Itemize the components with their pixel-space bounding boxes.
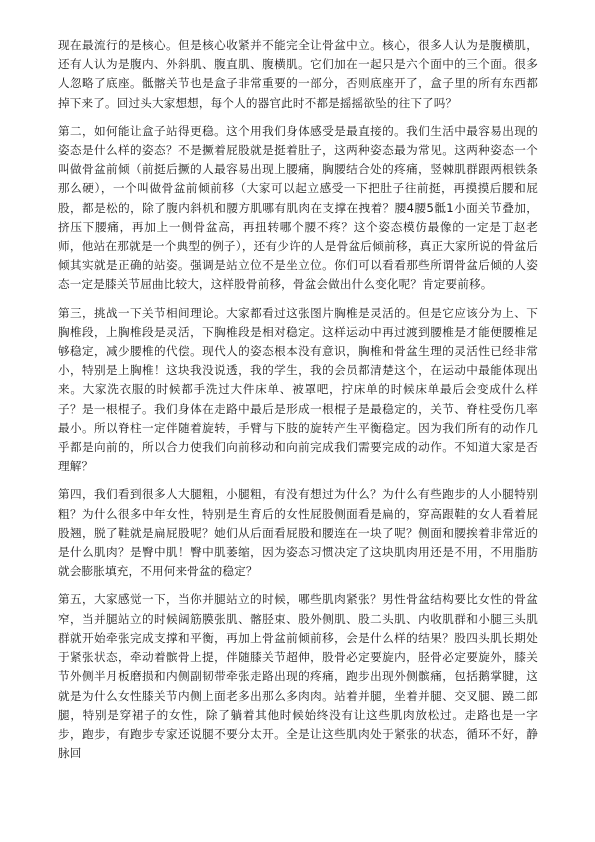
paragraph-second-posture: 第二，如何能让盒子站得更稳。这个用我们身体感受是最直接的。我们生活中最容易出现的姿态是什么样的姿态？不是撅着屁股就是挺着肚子，这两种姿态最为常见。这两种姿态一个叫做骨盆前倾（前挺后撅的人最容易出现上腰痛，胸腰结合处的疼痛，竖棘肌群跟两根铁条那么硬），一个叫做骨盆前倾前移（大家可以起立感受一下把肚子往前挺，再摸摸后腰和屁股，都是松的，除了腹内斜机和腰方肌哪有肌肉在支撑在拽着？腰4腰5骶1小面关节叠加，挤压下腰痛，再加上一侧骨盆高，再扭转哪个腰不疼？这个姿态模仿最像的一定是丁赵老师，他站在那就是一个典型的例子），还有少许的人是骨盆后倾前移，真正大家所说的骨盆后倾其实就是正确的站姿。强调是站立位不是坐立位。你们可以看看那些所谓骨盆后倾的人姿态一定是膝关节屈曲比较大，这样股骨前移，骨盆会做出什么变化呢？肯定要前移。: [58, 123, 538, 292]
paragraph-third-joint-theory: 第三，挑战一下关节相间理论。大家都看过这张图片胸椎是灵活的。但是它应该分为上、下胸椎段，上胸椎段是灵活，下胸椎段是相对稳定。这样运动中再过渡到腰椎是才能便腰椎足够稳定，减少腰椎的代偿。现代人的姿态根本没有意识，胸椎和骨盆生理的灵活性已经非常小，特别是上胸椎！这块我没说透，我的学生，我的会员都清楚这个，在运动中最能体现出来。大家洗衣服的时候都手洗过大件床单、被罩吧，拧床单的时候床单最后会变成什么样子？是一根棍子。我们身体在走路中最后是形成一根棍子是最稳定的，关节、脊柱受伤几率最小。所以脊柱一定伴随着旋转，手臂与下肢的旋转产生平衡稳定。因为我们所有的动作几乎都是向前的，所以合力使我们向前移动和向前完成我们需要完成的动作。不知道大家是否理解？: [58, 305, 538, 474]
paragraph-fourth-gluteus-medius: 第四，我们看到很多人大腿粗，小腿粗，有没有想过为什么？为什么有些跑步的人小腿特别粗？为什么很多中年女性，特别是生育后的女性屁股侧面看是扁的，穿高跟鞋的女人看着屁股翘，脱了鞋就是扁屁股呢？她们从后面看屁股和腰连在一块了呢？侧面和腰挨着非常近的是什么肌肉？是臀中肌！臀中肌萎缩，因为姿态习惯决定了这块肌肉用还是不用，不用脂肪就会膨胀填充，不用何来骨盆的稳定？: [58, 487, 538, 579]
paragraph-fifth-leg-tension: 第五，大家感觉一下，当你并腿站立的时候，哪些肌肉紧张？男性骨盆结构要比女性的骨盆窄，当并腿站立的时候阔筋膜张肌、髂胫束、股外侧肌、股二头肌、内收肌群和小腿三头肌群就开始牵张完成支撑和平衡，再加上骨盆前倾前移，会是什么样的结果？股四头肌长期处于紧张状态，牵动着髌骨上提，伴随膝关节超伸，股骨必定要旋内，胫骨必定要旋外，膝关节外侧半月板磨损和内侧副韧带牵张走路出现的疼痛，跑步出现外侧髌痛，包括鹅掌腱，这就是为什么女性膝关节内侧上面老多出那么多肉肉。站着并腿，坐着并腿、交叉腿、蹺二郎腿，特别是穿裙子的女性，除了躺着其他时候始终没有让这些肌肉放松过。走路也是一字步，跑步，有跑步专家还说腿不要分太开。全是让这些肌肉处于紧张的状态，循环不好，静脉回: [58, 592, 538, 761]
document-body: [58, 36, 538, 772]
paragraph-core-muscles: 现在最流行的是核心。但是核心收紧并不能完全让骨盆中立。核心，很多人认为是腹横肌，还有人认为是腹内、外斜肌、腹直肌、腹横肌。它们加在一起只是六个面中的三个面。很多人忽略了底座。骶髂关节也是盒子非常重要的一部分，否则底座开了，盒子里的所有东西都掉下来了。回过头大家想想，每个人的器官此时不都是摇摇欲坠的往下了吗？: [58, 38, 538, 110]
